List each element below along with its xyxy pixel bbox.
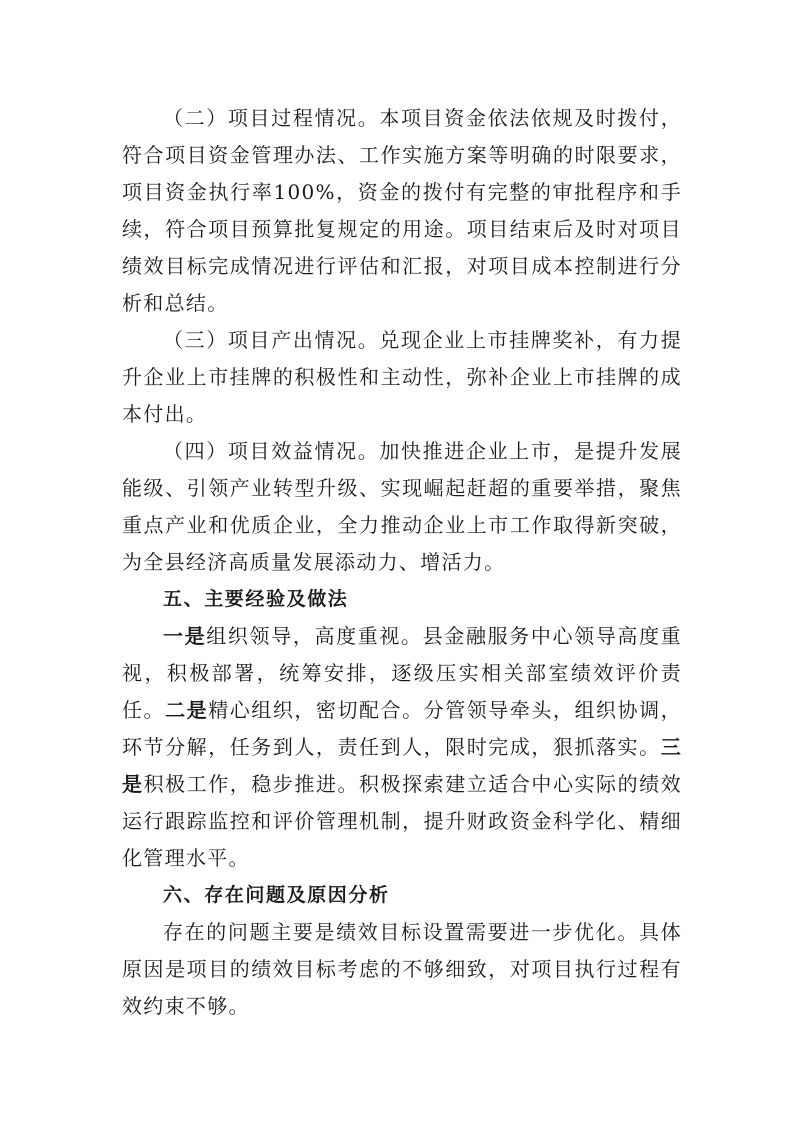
experience-paragraph	[122, 618, 682, 877]
problems-heading: 六、存在问题及原因分析	[163, 884, 390, 906]
experience-text-third: 积极工作，稳步推进。积极探索建立适合中心实际的绩效运行跟踪监控和评价管理机制，提升财政资金科学化、精细化管理水平。	[122, 772, 683, 870]
experience-text-first: 组织领导，高度重视。县金融服务中心领导高度重视，积极部署，统筹安排，逐级压实相关部室绩效评价责任。	[122, 624, 682, 722]
project-benefit-paragraph: （四）项目效益情况。加快推进企业上市，是提升发展能级、引领产业转型升级、实现崛起赶超的重要举措，聚焦重点产业和优质企业，全力推动企业上市工作取得新突破，为全县经济高质量发展添动力、增活力。	[122, 439, 682, 574]
document-body	[122, 100, 682, 1025]
project-process-paragraph: （二）项目过程情况。本项目资金依法依规及时拨付，符合项目资金管理办法、工作实施方案等明确的时限要求，项目资金执行率100%，资金的拨付有完整的审批程序和手续，符合项目预算批复规定的用途。项目结束后及时对项目绩效目标完成情况进行评估和汇报，对项目成本控制进行分析和总结。	[122, 106, 682, 315]
experience-text-second: 精心组织，密切配合。分管领导牵头，组织协调，环节分解，任务到人，责任到人，限时完成，狠抓落实。	[122, 698, 682, 759]
lead-second: 二是	[165, 698, 209, 722]
lead-first: 一是	[163, 624, 207, 648]
lead-third: 三是	[122, 735, 682, 796]
problems-paragraph: 存在的问题主要是绩效目标设置需要进一步优化。具体原因是项目的绩效目标考虑的不够细致，对项目执行过程有效约束不够。	[122, 920, 682, 1018]
experience-heading: 五、主要经验及做法	[163, 588, 349, 610]
project-output-paragraph: （三）项目产出情况。兑现企业上市挂牌奖补，有力提升企业上市挂牌的积极性和主动性，弥补企业上市挂牌的成本付出。	[122, 328, 682, 426]
